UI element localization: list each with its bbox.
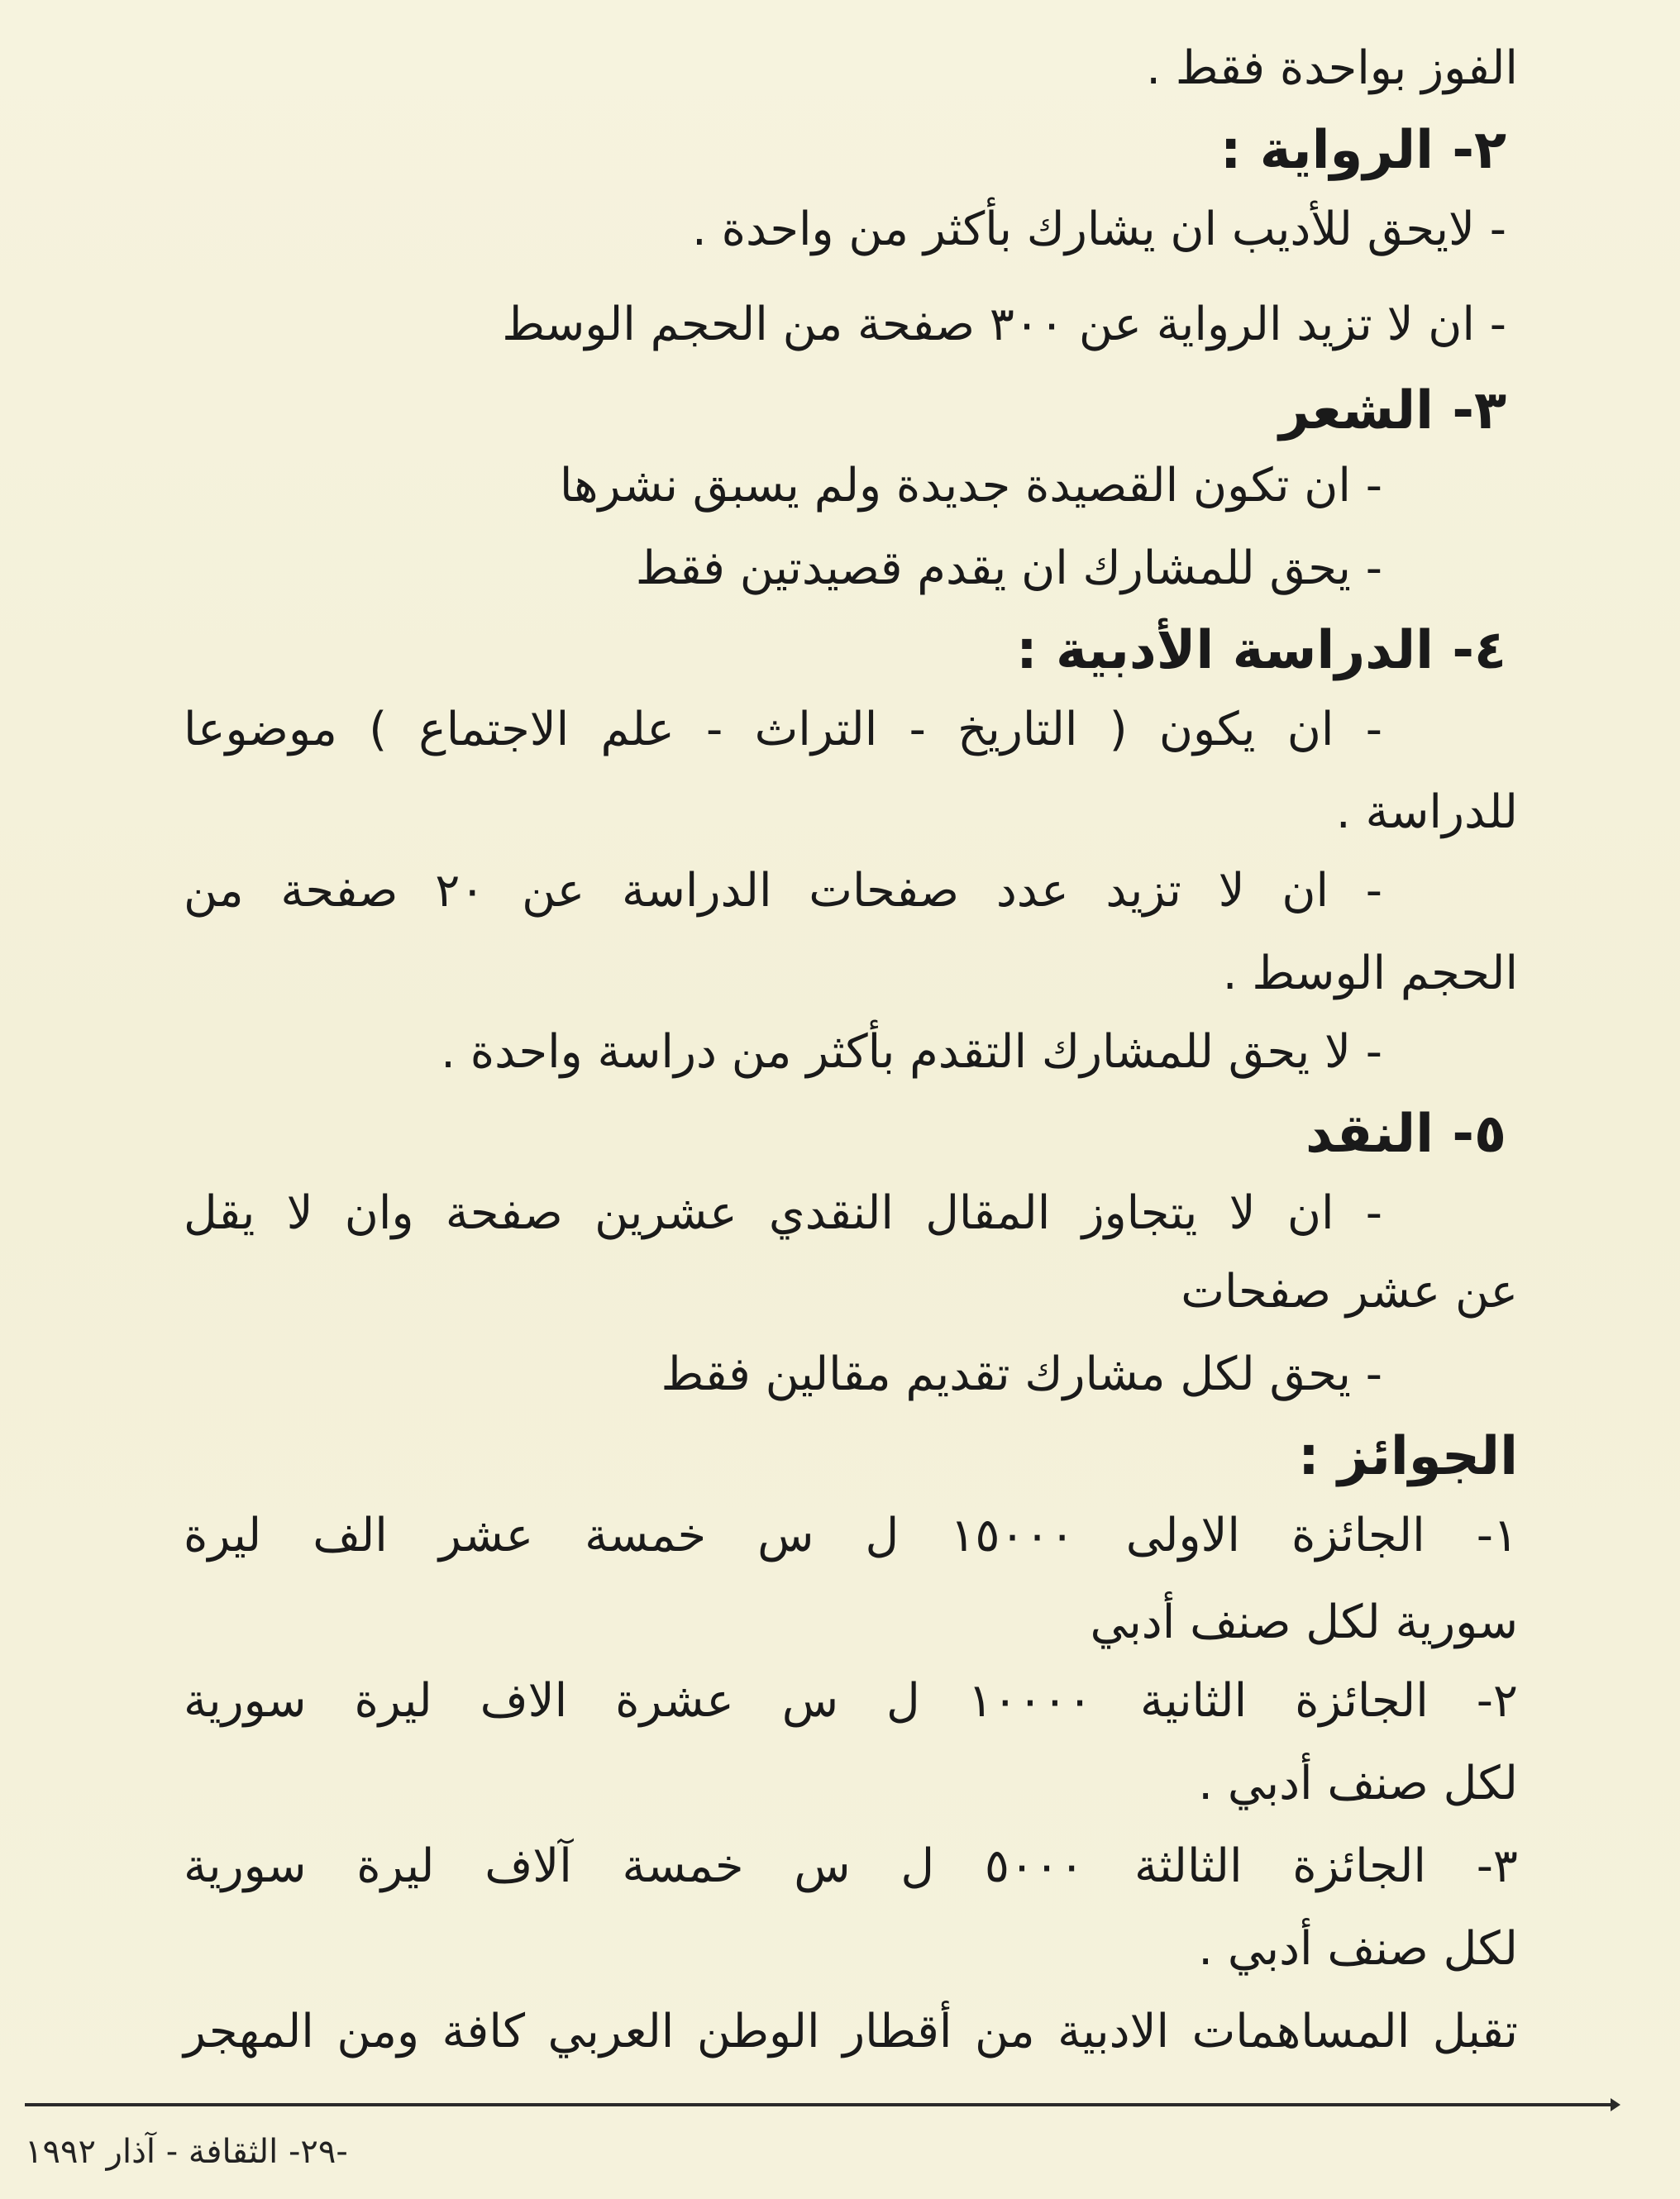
section-heading-novel: ٢- الرواية : — [1219, 120, 1506, 181]
text-line: - يحق للمشارك ان يقدم قصيدتين فقط — [635, 541, 1382, 595]
page-footer: -٢٩- الثقافة - آذار ١٩٩٢ — [25, 2133, 348, 2171]
text-line: للدراسة . — [1335, 785, 1518, 839]
text-line: - ان يكون ( التاريخ - التراث - علم الاجتماع ) موضوعا — [184, 703, 1382, 756]
text-line: - ان تكون القصيدة جديدة ولم يسبق نشرها — [559, 459, 1382, 513]
section-heading-criticism: ٥- النقد — [1305, 1104, 1506, 1165]
text-line: - لا يحق للمشارك التقدم بأكثر من دراسة واحدة . — [441, 1025, 1382, 1079]
section-heading-literary-study: ٤- الدراسة الأدبية : — [1016, 620, 1506, 681]
prize-third: ٣- الجائزة الثالثة ٥٠٠٠ ل س خمسة آلاف ليرة سورية — [184, 1839, 1518, 1893]
text-line: سورية لكل صنف أدبي — [1090, 1596, 1518, 1649]
text-line: الحجم الوسط . — [1222, 947, 1518, 1000]
text-line: - ان لا تزيد الرواية عن ٣٠٠ صفحة من الحجم الوسط — [502, 298, 1506, 351]
text-line: عن عشر صفحات — [1181, 1265, 1518, 1319]
text-line: لكل صنف أدبي . — [1198, 1757, 1518, 1810]
section-heading-poetry: ٣- الشعر — [1279, 380, 1506, 441]
text-line: تقبل المساهمات الادبية من أقطار الوطن العربي كافة ومن المهجر — [184, 2005, 1518, 2058]
footer-rule-arrow — [1611, 2098, 1620, 2111]
text-line: - يحق لكل مشارك تقديم مقالين فقط — [661, 1348, 1382, 1401]
text-line: لكل صنف أدبي . — [1198, 1922, 1518, 1976]
text-line: - ان لا تزيد عدد صفحات الدراسة عن ٢٠ صفحة من — [184, 864, 1382, 918]
prize-first: ١- الجائزة الاولى ١٥٠٠٠ ل س خمسة عشر الف ليرة — [184, 1509, 1518, 1562]
text-line: - ان لا يتجاوز المقال النقدي عشرين صفحة وان لا يقل — [184, 1186, 1382, 1240]
text-line: الفوز بواحدة فقط . — [1146, 41, 1518, 95]
section-heading-prizes: الجوائز : — [1298, 1426, 1518, 1487]
prize-second: ٢- الجائزة الثانية ١٠٠٠٠ ل س عشرة الاف ليرة سورية — [184, 1674, 1518, 1728]
footer-rule — [25, 2103, 1614, 2106]
text-line: - لايحق للأديب ان يشارك بأكثر من واحدة . — [692, 203, 1506, 256]
